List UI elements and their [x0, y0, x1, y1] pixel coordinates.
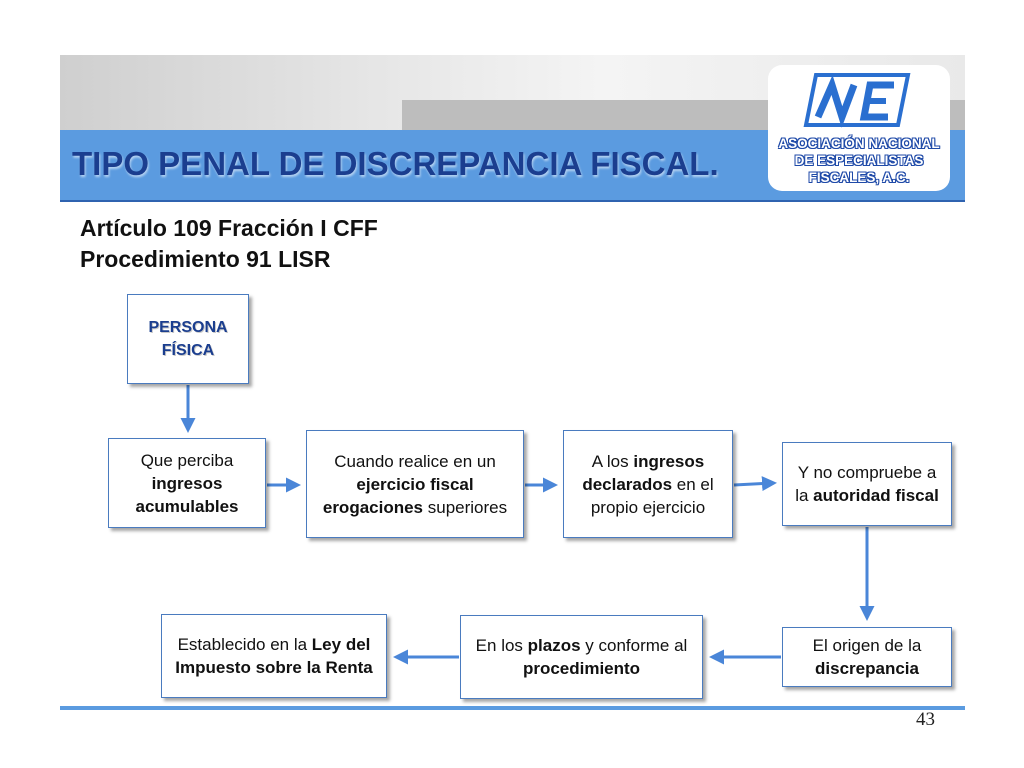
- node-text-plain: El origen de la: [812, 636, 922, 655]
- arrow-alos-to-ynocomp: [734, 483, 774, 485]
- node-establecido-ley: [161, 614, 387, 698]
- node-y-no-compruebe: [782, 442, 952, 526]
- node-text: [570, 450, 726, 519]
- logo-text-line: FISCALES, A.C.: [808, 170, 910, 185]
- page-number: 43: [916, 709, 935, 730]
- slide-title: TIPO PENAL DE DISCREPANCIA FISCAL.: [72, 145, 719, 182]
- node-en-los-plazos: [460, 615, 703, 699]
- subtitle-line-procedure: Procedimiento 91 LISR: [80, 246, 331, 272]
- logo-text-line: ASOCIACIÓN NACIONAL: [778, 136, 940, 151]
- node-text-plain: A los: [591, 451, 634, 471]
- node-text-line: FÍSICA: [161, 342, 215, 359]
- node-text-bold: ejercicio fiscal erogaciones: [322, 474, 474, 517]
- node-text-plain: Y no compruebe a la: [795, 463, 937, 505]
- node-text: [168, 633, 380, 679]
- node-text: [313, 450, 517, 519]
- node-text: [467, 634, 696, 680]
- node-text-bold: Ley del Impuesto sobre la Renta: [175, 635, 373, 677]
- node-text: [115, 449, 259, 518]
- footer-line: [60, 706, 965, 710]
- node-text-plain: y conforme al: [580, 636, 688, 655]
- node-text: [789, 461, 945, 507]
- node-text-plain: Establecido en la: [177, 635, 312, 654]
- node-origen-discrepancia: [782, 627, 952, 687]
- node-text-bold: ingresos acumulables: [135, 473, 239, 516]
- logo-text-line: DE ESPECIALISTAS: [794, 153, 924, 168]
- node-text-bold: ingresos declarados: [582, 451, 705, 494]
- node-text: [789, 634, 945, 680]
- node-text-plain: Que perciba: [140, 450, 234, 470]
- node-text-line: PERSONA: [148, 319, 228, 336]
- node-text-plain: superiores: [423, 497, 508, 517]
- node-text-bold: procedimiento: [522, 659, 641, 678]
- node-a-los-ingresos: [563, 430, 733, 538]
- node-persona-fisica: [127, 294, 249, 384]
- node-text-bold: plazos: [527, 636, 581, 655]
- node-text-bold: autoridad fiscal: [813, 486, 939, 505]
- node-text-bold: discrepancia: [815, 659, 919, 678]
- subtitle-line-article: Artículo 109 Fracción I CFF: [80, 215, 378, 241]
- node-text-plain: Cuando realice en un: [334, 451, 496, 471]
- node-cuando-realice: [306, 430, 524, 538]
- node-que-perciba: [108, 438, 266, 528]
- node-text-plain: En los: [475, 636, 528, 655]
- node-text-plain: en el propio ejercicio: [590, 474, 714, 517]
- node-text: [148, 316, 227, 362]
